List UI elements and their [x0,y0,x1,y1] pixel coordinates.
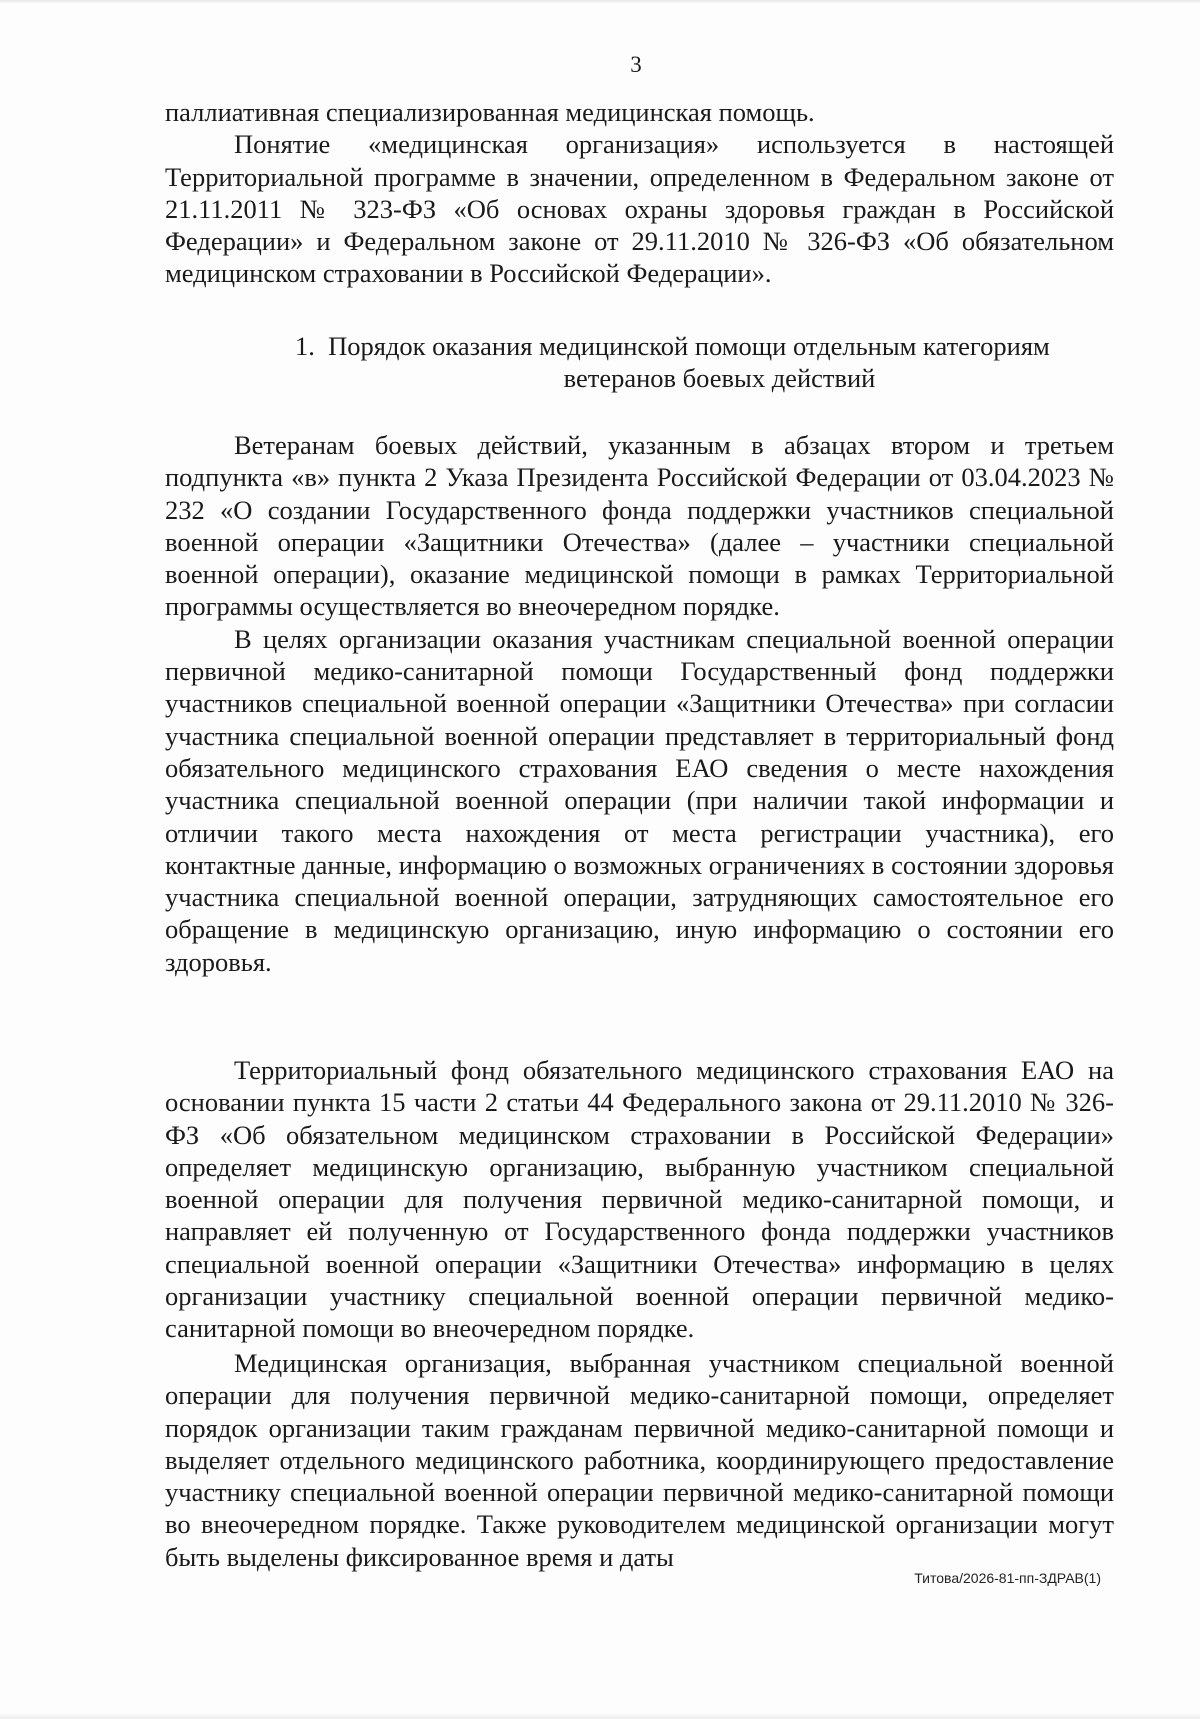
body-paragraph-3: Территориальный фонд обязательного медицинского страхования ЕАО на основании пункта 15 части 2 статьи 44 Федерального закона от 29.11.2010 № 326-ФЗ «Об обязательном медицинском страховании в Российской Федерации» определяет медицинскую организацию, выбранную участником специальной военной операции для получения первичной медико-санитарной помощи, и направляет ей полученную от Государственного фонда поддержки участников специальной военной операции «Защитники Отечества» информацию в целях организации участнику специальной военной операции первичной медико-санитарной помощи во внеочередном порядке. [165,1055,1114,1344]
body-block-2 [165,1054,1114,1345]
scan-edge-top [0,0,1200,4]
section-title-line-2: ветеранов боевых действий [563,363,876,393]
body-block-3 [165,1347,1114,1573]
section-number: 1. [295,331,315,361]
intro-paragraph: Понятие «медицинская организация» используется в настоящей Территориальной программе в значении, определенном в Федеральном законе от 21.11.2011 № 323-ФЗ «Об основах охраны здоровья граждан в Российской Федерации» и Федеральном законе от 29.11.2010 № 326-ФЗ «Об обязательном медицинском страховании в Российской Федерации». [165,129,1114,289]
intro-block [165,96,1114,290]
body-paragraph-4: Медицинская организация, выбранная участником специальной военной операции для получения первичной медико-санитарной помощи, определяет порядок организации таким гражданам первичной медико-санитарной помощи и выделяет отдельного медицинского работника, координирующего предоставление участнику специальной военной операции первичной медико-санитарной помощи во внеочередном порядке. Также руководителем медицинской организации могут быть выделены фиксированное время и даты [165,1348,1114,1572]
section-heading [165,330,1114,394]
intro-first-line: паллиативная специализированная медицинская помощь. [165,97,815,127]
page-number: 3 [630,52,642,77]
scan-edge-bottom [0,1713,1200,1719]
section-title-text-1: Порядок оказания медицинской помощи отдельным категориям [328,331,1050,361]
body-block-1 [165,429,1114,978]
document-code: Титова/2026-81-пп-ЗДРАВ(1) [914,1570,1101,1586]
section-title-line-1 [165,330,1114,362]
body-paragraph-2: В целях организации оказания участникам специальной военной операции первичной медико-санитарной помощи Государственный фонд поддержки участников специальной военной операции «Защитники Отечества» при согласии участника специальной военной операции представляет в территориальный фонд обязательного медицинского страхования ЕАО сведения о месте нахождения участника специальной военной операции (при наличии такой информации и отличии такого места нахождения от места регистрации участника), его контактные данные, информацию о возможных ограничениях в состоянии здоровья участника специальной военной операции, затрудняющих самостоятельное его обращение в медицинскую организацию, иную информацию о состоянии его здоровья. [165,623,1114,977]
body-paragraph-1: Ветеранам боевых действий, указанным в абзацах втором и третьем подпункта «в» пункта 2 Указа Президента Российской Федерации от 03.04.2023 № 232 «О создании Государственного фонда поддержки участников специальной военной операции «Защитники Отечества» (далее – участники специальной военной операции), оказание медицинской помощи в рамках Территориальной программы осуществляется во внеочередном порядке. [165,430,1114,622]
